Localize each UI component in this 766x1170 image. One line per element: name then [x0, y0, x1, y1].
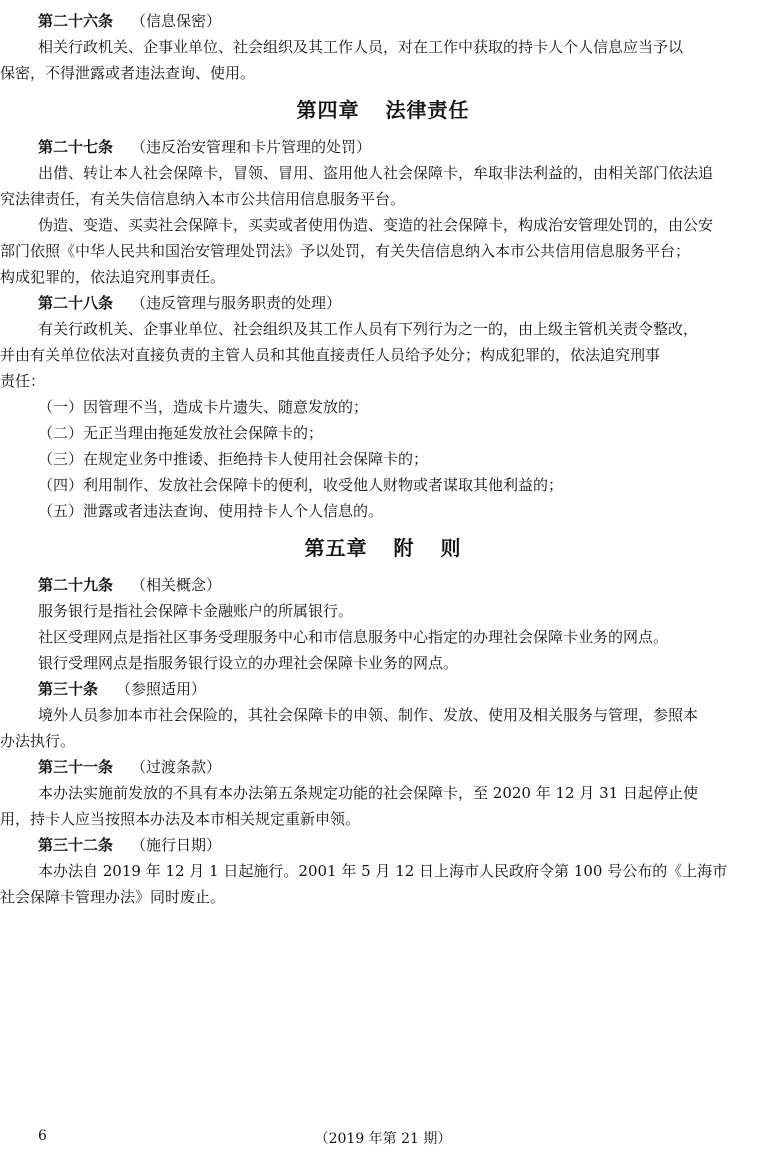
- chapter-number: 第四章: [296, 98, 360, 122]
- list-item: （二）无正当理由拖延发放社会保障卡的；: [38, 424, 324, 442]
- article-30-heading: [38, 676, 750, 702]
- article-32-para-line2: 社会保障卡管理办法》同时废止。: [0, 888, 226, 906]
- article-28-heading: [38, 290, 750, 316]
- list-item: （一）因管理不当，造成卡片遗失、随意发放的；: [38, 398, 369, 416]
- chapter-title-char: 则: [440, 536, 462, 560]
- article-27-para1-line2: 究法律责任，有关失信信息纳入本市公共信用信息服务平台。: [0, 190, 406, 208]
- article-29-para1: 服务银行是指社会保障卡金融账户的所属银行。: [38, 602, 354, 620]
- article-30-para-line2: 办法执行。: [0, 732, 76, 750]
- article-28-para-line1: 有关行政机关、企事业单位、社会组织及其工作人员有下列行为之一的，由上级主管机关责令整改，: [38, 320, 699, 338]
- article-27-para2-line2: 部门依照《中华人民共和国治安管理处罚法》予以处罚，有关失信信息纳入本市公共信用信息服务平台；: [0, 242, 691, 260]
- article-tag: （相关概念）: [131, 576, 222, 594]
- article-32-heading: [38, 832, 750, 858]
- article-tag: （信息保密）: [131, 12, 222, 30]
- document-body: [0, 8, 750, 910]
- article-number: 第三十一条: [38, 758, 114, 776]
- article-31-heading: [38, 754, 750, 780]
- article-32-para-line1: 本办法自 2019 年 12 月 1 日起施行。2001 年 5 月 12 日上海市人民政府令第 100 号公布的《上海市: [38, 862, 728, 880]
- article-26-heading: [38, 8, 750, 34]
- article-number: 第三十条: [38, 680, 99, 698]
- article-number: 第二十八条: [38, 294, 114, 312]
- article-29-heading: [38, 572, 750, 598]
- article-30-para-line1: 境外人员参加本市社会保险的，其社会保障卡的申领、制作、发放、使用及相关服务与管理，参照本: [38, 706, 699, 724]
- article-tag: （过渡条款）: [131, 758, 222, 776]
- page-number: 6: [38, 1128, 47, 1144]
- list-item: （三）在规定业务中推诿、拒绝持卡人使用社会保障卡的；: [38, 450, 429, 468]
- article-31-para-line1: 本办法实施前发放的不具有本办法第五条规定功能的社会保障卡，至 2020 年 12 月 31 日起停止使: [38, 784, 698, 802]
- article-26-para-line2: 保密，不得泄露或者违法查询、使用。: [0, 64, 256, 82]
- chapter-number: 第五章: [304, 536, 368, 560]
- list-item: （五）泄露或者违法查询、使用持卡人个人信息的。: [38, 502, 384, 520]
- article-number: 第二十七条: [38, 138, 114, 156]
- chapter-title-char: 附: [393, 536, 415, 560]
- article-tag: （违反治安管理和卡片管理的处罚）: [131, 138, 372, 156]
- article-27-para1-line1: 出借、转让本人社会保障卡，冒领、冒用、盗用他人社会保障卡，牟取非法利益的，由相关部门依法追: [38, 164, 714, 182]
- article-29-para3: 银行受理网点是指服务银行设立的办理社会保障卡业务的网点。: [38, 654, 459, 672]
- issue-label: （2019 年第 21 期）: [314, 1131, 452, 1147]
- chapter-4-title: [0, 86, 766, 134]
- article-number: 第二十九条: [38, 576, 114, 594]
- article-tag: （违反管理与服务职责的处理）: [131, 294, 342, 312]
- article-tag: （参照适用）: [116, 680, 207, 698]
- list-item: （四）利用制作、发放社会保障卡的便利，收受他人财物或者谋取其他利益的；: [38, 476, 564, 494]
- article-28-para-line3: 责任：: [0, 372, 46, 390]
- article-27-heading: [38, 134, 750, 160]
- article-27-para2-line3: 构成犯罪的，依法追究刑事责任。: [0, 268, 226, 286]
- article-28-para-line2: 并由有关单位依法对直接负责的主管人员和其他直接责任人员给予处分；构成犯罪的，依法追究刑事: [0, 346, 661, 364]
- article-26-para-line1: [38, 34, 750, 60]
- article-number: 第三十二条: [38, 836, 114, 854]
- article-27-para2-line1: 伪造、变造、买卖社会保障卡，买卖或者使用伪造、变造的社会保障卡，构成治安管理处罚的，由公安: [38, 216, 714, 234]
- chapter-title: 法律责任: [385, 98, 470, 122]
- article-31-para-line2: 用，持卡人应当按照本办法及本市相关规定重新申领。: [0, 810, 361, 828]
- chapter-5-title: [0, 524, 766, 572]
- text-line: 相关行政机关、企事业单位、社会组织及其工作人员，对在工作中获取的持卡人个人信息应当予以: [38, 38, 684, 56]
- article-number: 第二十六条: [38, 12, 114, 30]
- article-29-para2: 社区受理网点是指社区事务受理服务中心和市信息服务中心指定的办理社会保障卡业务的网点。: [38, 628, 669, 646]
- page-footer: [0, 1128, 766, 1152]
- article-tag: （施行日期）: [131, 836, 222, 854]
